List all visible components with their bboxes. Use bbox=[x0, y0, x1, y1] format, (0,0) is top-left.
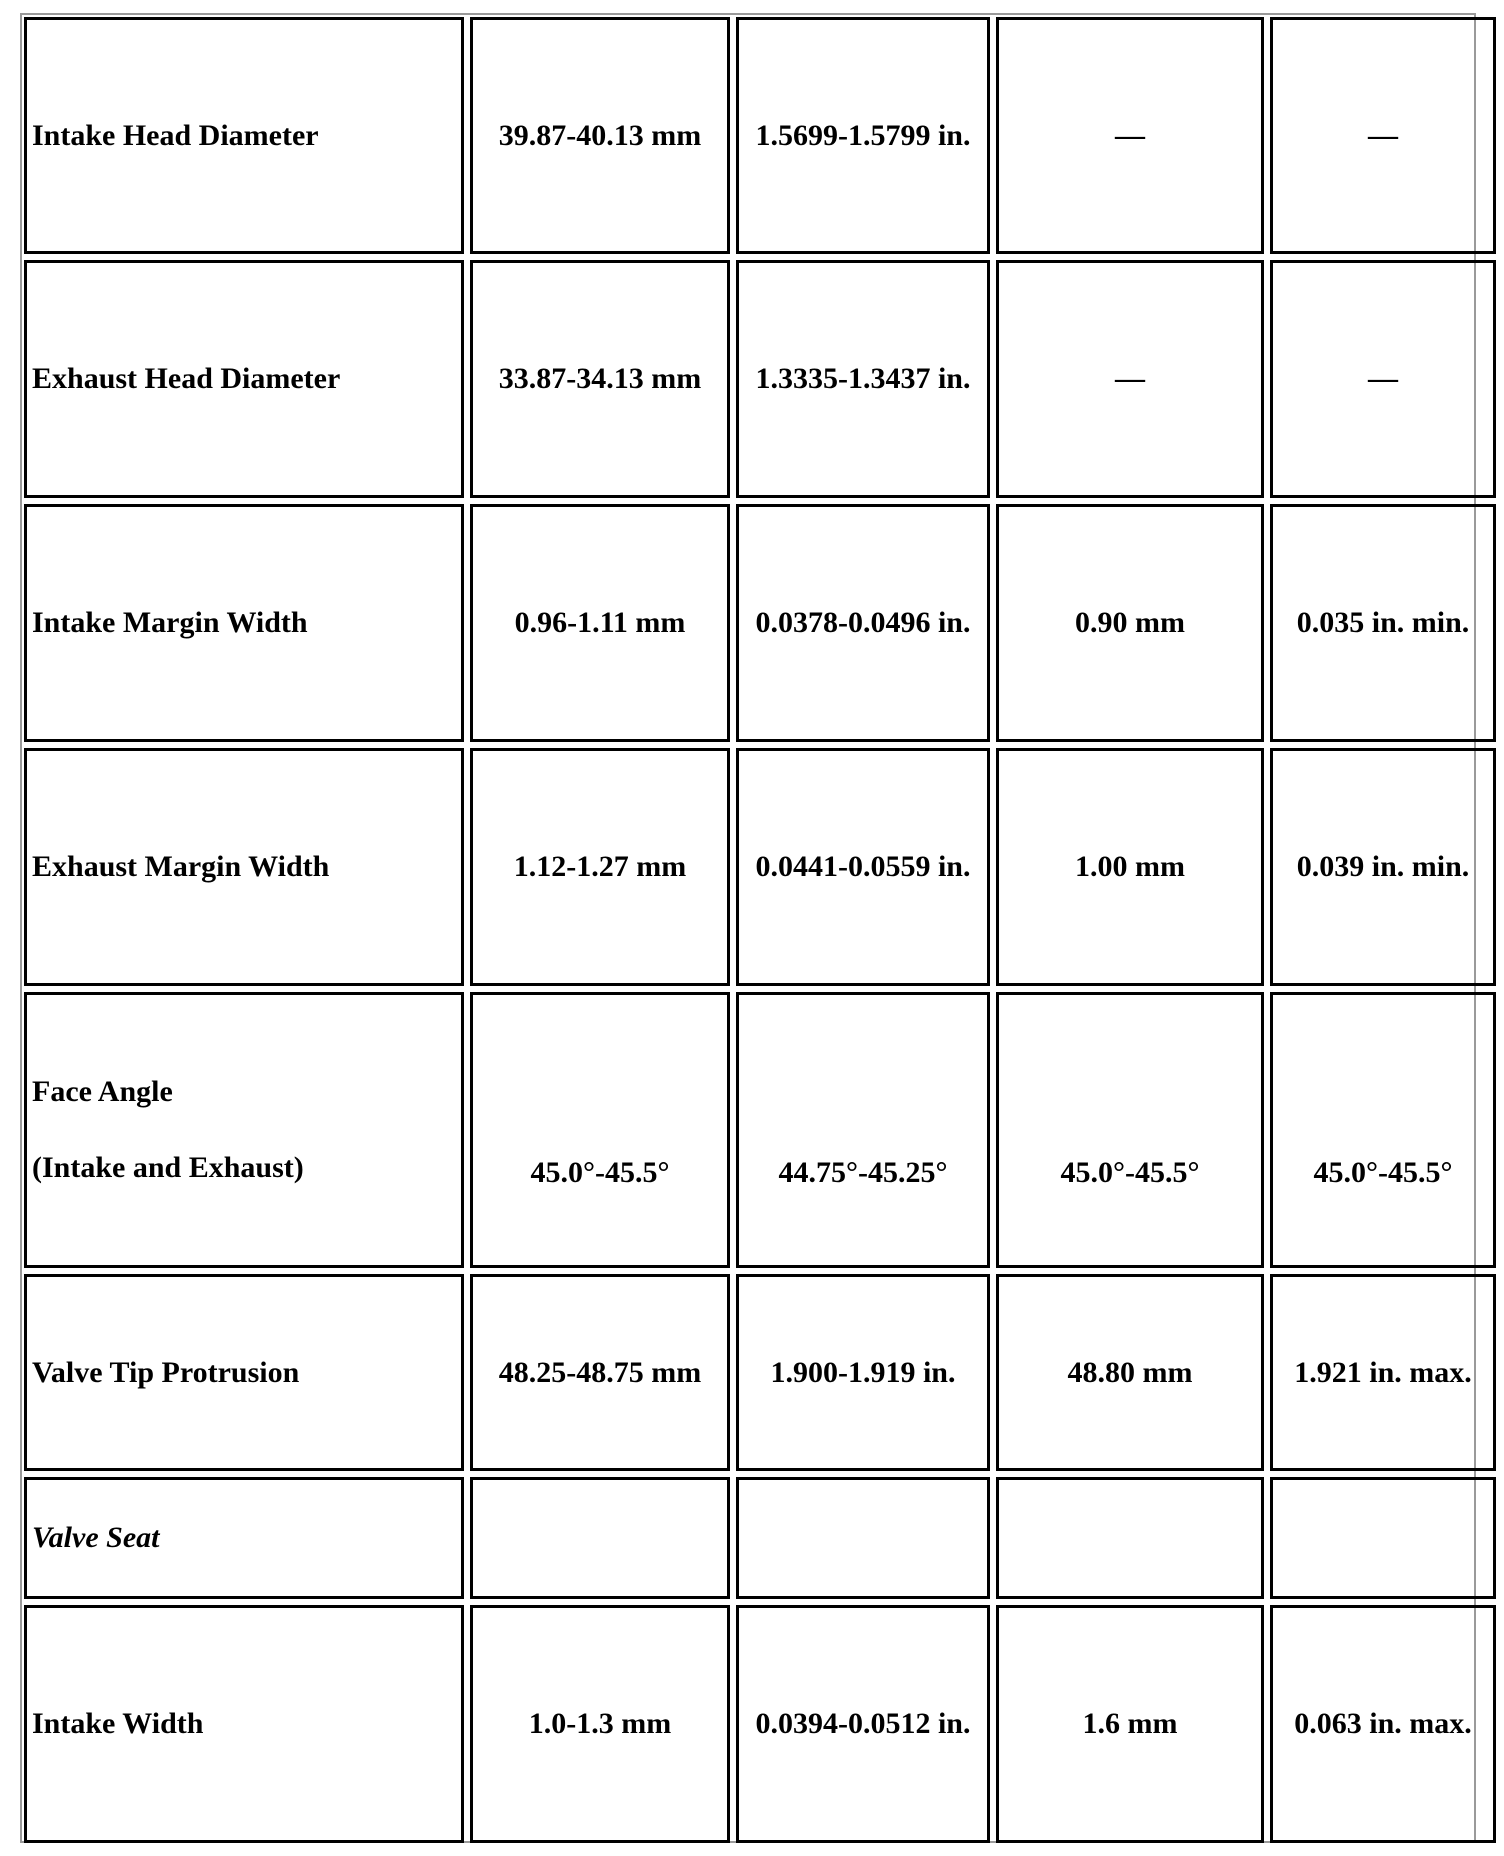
service-limit-english: 0.039 in. min. bbox=[1270, 748, 1496, 986]
metric-spec: 39.87-40.13 mm bbox=[470, 17, 730, 254]
row-label: Intake Margin Width bbox=[24, 504, 464, 742]
row-label-line-2: (Intake and Exhaust) bbox=[32, 1151, 304, 1184]
table-row bbox=[24, 1477, 1496, 1599]
english-spec: 0.0441-0.0559 in. bbox=[736, 748, 990, 986]
metric-spec: 48.25-48.75 mm bbox=[470, 1274, 730, 1471]
row-label-line-1: Face Angle bbox=[32, 1075, 173, 1108]
section-heading: Valve Seat bbox=[24, 1477, 464, 1599]
service-limit-english: — bbox=[1270, 17, 1496, 254]
service-limit-metric: — bbox=[996, 260, 1264, 498]
metric-spec: 33.87-34.13 mm bbox=[470, 260, 730, 498]
row-label bbox=[24, 992, 464, 1268]
row-label: Valve Tip Protrusion bbox=[24, 1274, 464, 1471]
service-limit-metric bbox=[996, 1477, 1264, 1599]
english-spec: 1.5699-1.5799 in. bbox=[736, 17, 990, 254]
row-label: Intake Width bbox=[24, 1605, 464, 1843]
row-label: Exhaust Head Diameter bbox=[24, 260, 464, 498]
service-limit-english bbox=[1270, 1477, 1496, 1599]
english-spec bbox=[736, 1477, 990, 1599]
service-limit-english: — bbox=[1270, 260, 1496, 498]
table-row bbox=[24, 1605, 1496, 1843]
table-row bbox=[24, 504, 1496, 742]
service-limit-metric: 45.0°-45.5° bbox=[996, 992, 1264, 1268]
service-limit-metric: 48.80 mm bbox=[996, 1274, 1264, 1471]
english-spec: 1.3335-1.3437 in. bbox=[736, 260, 990, 498]
table-row bbox=[24, 260, 1496, 498]
metric-spec: 0.96-1.11 mm bbox=[470, 504, 730, 742]
metric-spec: 45.0°-45.5° bbox=[470, 992, 730, 1268]
english-spec: 44.75°-45.25° bbox=[736, 992, 990, 1268]
row-label: Intake Head Diameter bbox=[24, 17, 464, 254]
service-limit-metric: — bbox=[996, 17, 1264, 254]
metric-spec: 1.0-1.3 mm bbox=[470, 1605, 730, 1843]
service-limit-english: 45.0°-45.5° bbox=[1270, 992, 1496, 1268]
service-limit-metric: 0.90 mm bbox=[996, 504, 1264, 742]
service-limit-english: 0.035 in. min. bbox=[1270, 504, 1496, 742]
service-limit-metric: 1.6 mm bbox=[996, 1605, 1264, 1843]
table-row bbox=[24, 17, 1496, 254]
valve-spec-table bbox=[18, 11, 1502, 1849]
table-row bbox=[24, 1274, 1496, 1471]
row-label: Exhaust Margin Width bbox=[24, 748, 464, 986]
service-limit-english: 0.063 in. max. bbox=[1270, 1605, 1496, 1843]
service-limit-english: 1.921 in. max. bbox=[1270, 1274, 1496, 1471]
service-limit-metric: 1.00 mm bbox=[996, 748, 1264, 986]
english-spec: 0.0378-0.0496 in. bbox=[736, 504, 990, 742]
metric-spec: 1.12-1.27 mm bbox=[470, 748, 730, 986]
english-spec: 0.0394-0.0512 in. bbox=[736, 1605, 990, 1843]
table-row bbox=[24, 748, 1496, 986]
table-row bbox=[24, 992, 1496, 1268]
metric-spec bbox=[470, 1477, 730, 1599]
english-spec: 1.900-1.919 in. bbox=[736, 1274, 990, 1471]
